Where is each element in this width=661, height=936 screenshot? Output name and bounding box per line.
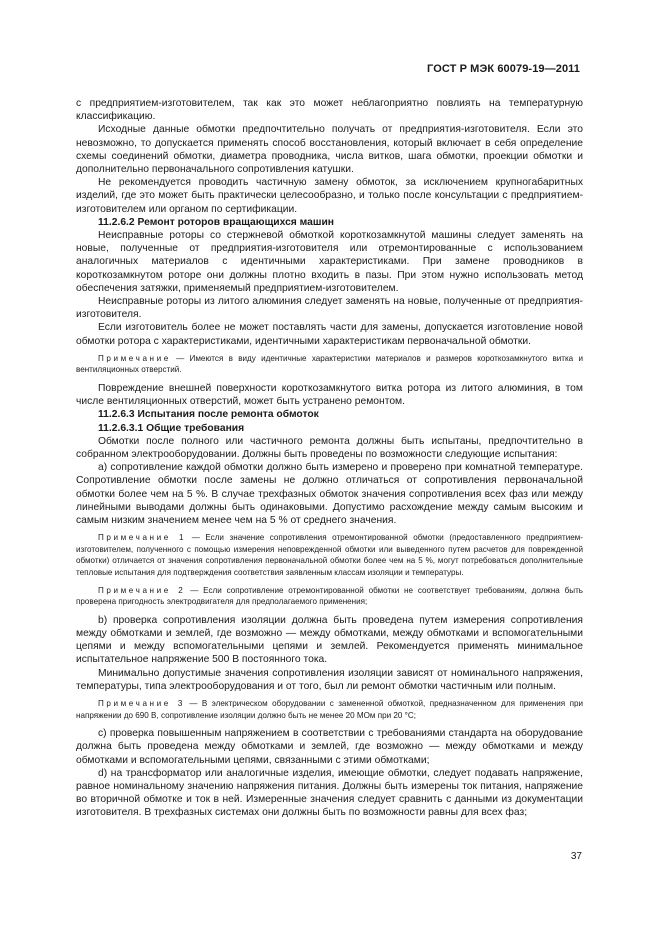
- paragraph: Неисправные роторы со стержневой обмоткой короткозамкнутой машины следует заменять на новые, полученные от предприятия-изготовителя или отремонтированные с использованием аналогичных материалов с идентичными характеристиками. При замене проводников в короткозамкнутом роторе они должны плотно входить в пазы. При этом нужно использовать метод обеспечения затяжки, применяемый предприятием-изготовителем.: [76, 230, 583, 294]
- section-heading: 11.2.6.3.1 Общие требования: [98, 422, 245, 434]
- paragraph: Неисправные роторы из литого алюминия следует заменять на новые, полученные от предприятия-изготовителя.: [76, 296, 583, 321]
- section-heading: 11.2.6.2 Ремонт роторов вращающихся машин: [98, 216, 334, 228]
- note-text: — Если значение сопротивления отремонтированной обмотки (предоставленного предприятием-изготовителем, полученного с помощью измерения неповрежденной обмотки или выведенного путем расчетов для поврежденной обмотки) отличается от значения сопротивления первоначальной обмотки более чем на 5 %, могут потребоваться дополнительные тепловые испытания для подтверждения соответствия заявленным классам изоляции и температуры.: [76, 533, 583, 578]
- paragraph: Не рекомендуется проводить частичную замену обмоток, за исключением крупногабаритных изделий, где это может быть практически целесообразно, и только после консультации с предприятием-изготовителем или органом по сертификации.: [76, 177, 583, 215]
- note-text: — Имеются в виду идентичные характеристики материалов и размеров короткозамкнутого витка и вентиляционных отверстий.: [76, 353, 583, 375]
- note: [76, 532, 583, 578]
- section-heading: 11.2.6.3 Испытания после ремонта обмоток: [98, 409, 319, 421]
- paragraph: Исходные данные обмотки предпочтительно получать от предприятия-изготовителя. Если это невозможно, то допускается применять способ восстановления, который включает в себя определение схемы соединений обмотки, диаметра проводника, числа витков, шага обмотки, проекции обмотки и дополнительно первоначального сопротивления катушки.: [76, 124, 583, 176]
- paragraph: Минимально допустимые значения сопротивления изоляции зависят от номинального напряжения, температуры, типа электрооборудования и от того, был ли ремонт обмотки частичным или полным.: [76, 667, 583, 692]
- note-label: Примечание 3: [98, 699, 185, 709]
- note-label: Примечание 1: [98, 533, 187, 543]
- list-item-d: d) на трансформатор или аналогичные изделия, имеющие обмотки, следует подавать напряжение, равное номинальному значению напряжения питания. Должны быть измерены ток питания, напряжение во вторичной обмотке и ток в ней. Измеренные значения следует сравнить с данными из документации изготовителя. В трехфазных системах они должны быть по возможности равны для всех фаз;: [76, 767, 583, 819]
- list-item-a: a) сопротивление каждой обмотки должно быть измерено и проверено при комнатной температуре. Сопротивление обмотки после замены не должно отличаться от сопротивления первоначальной обмотки более чем на 5 %. В случае трехфазных обмоток значения сопротивления всех фаз или между линейными выводами должны быть одинаковыми. Допустимо расхождение между самым высоким и самым низким значением менее чем на 5 % от среднего значения.: [76, 462, 583, 527]
- document-header: ГОСТ Р МЭК 60079-19—2011: [427, 63, 580, 75]
- note-label: Примечание: [98, 353, 171, 363]
- page-number: 37: [570, 851, 582, 862]
- note: [76, 353, 583, 376]
- note: [76, 585, 583, 608]
- paragraph: Если изготовитель более не может поставлять части для замены, допускается изготовление новой обмотки ротора с характеристиками, идентичными характеристикам первоначальной обмотки.: [76, 322, 583, 347]
- note-text: — В электрическом оборудовании с замененной обмоткой, предназначенном для применения при напряжении до 690 В, сопротивление изоляции должно быть не менее 20 МОм при 20 °С;: [76, 699, 583, 720]
- paragraph: Обмотки после полного или частичного ремонта должны быть испытаны, предпочтительно в собранном электрооборудовании. Должны быть проведены по возможности следующие испытания:: [76, 435, 583, 461]
- list-item-c: c) проверка повышенным напряжением в соответствии с требованиями стандарта на оборудование должна быть проведена между обмотками и землей, где возможно — между обмотками и между обмотками и вспомогательными цепями, связанными с этими обмотками;: [76, 728, 583, 766]
- note: [76, 698, 583, 721]
- note-label: Примечание 2: [98, 585, 186, 595]
- list-item-b: b) проверка сопротивления изоляции должна быть проведена путем измерения сопротивления между обмотками и землей, где возможно — между обмотками, между обмотками и вспомогательными цепями и между вспомогательными цепями и землей. Рекомендуется применять минимальное испытательное напряжение 500 В постоянного тока.: [76, 614, 583, 666]
- paragraph: Повреждение внешней поверхности короткозамкнутого витка ротора из литого алюминия, в том числе вентиляционных отверстий, может быть устранено ремонтом.: [76, 383, 583, 408]
- note-text: — Если сопротивление отремонтированной обмотки не соответствует требованиям, должна быть проверена пригодность электродвигателя для предполагаемого применения;: [76, 585, 583, 607]
- paragraph: с предприятием-изготовителем, так как это может неблагоприятно повлиять на температурную классификацию.: [76, 98, 583, 123]
- document-body: [76, 97, 583, 820]
